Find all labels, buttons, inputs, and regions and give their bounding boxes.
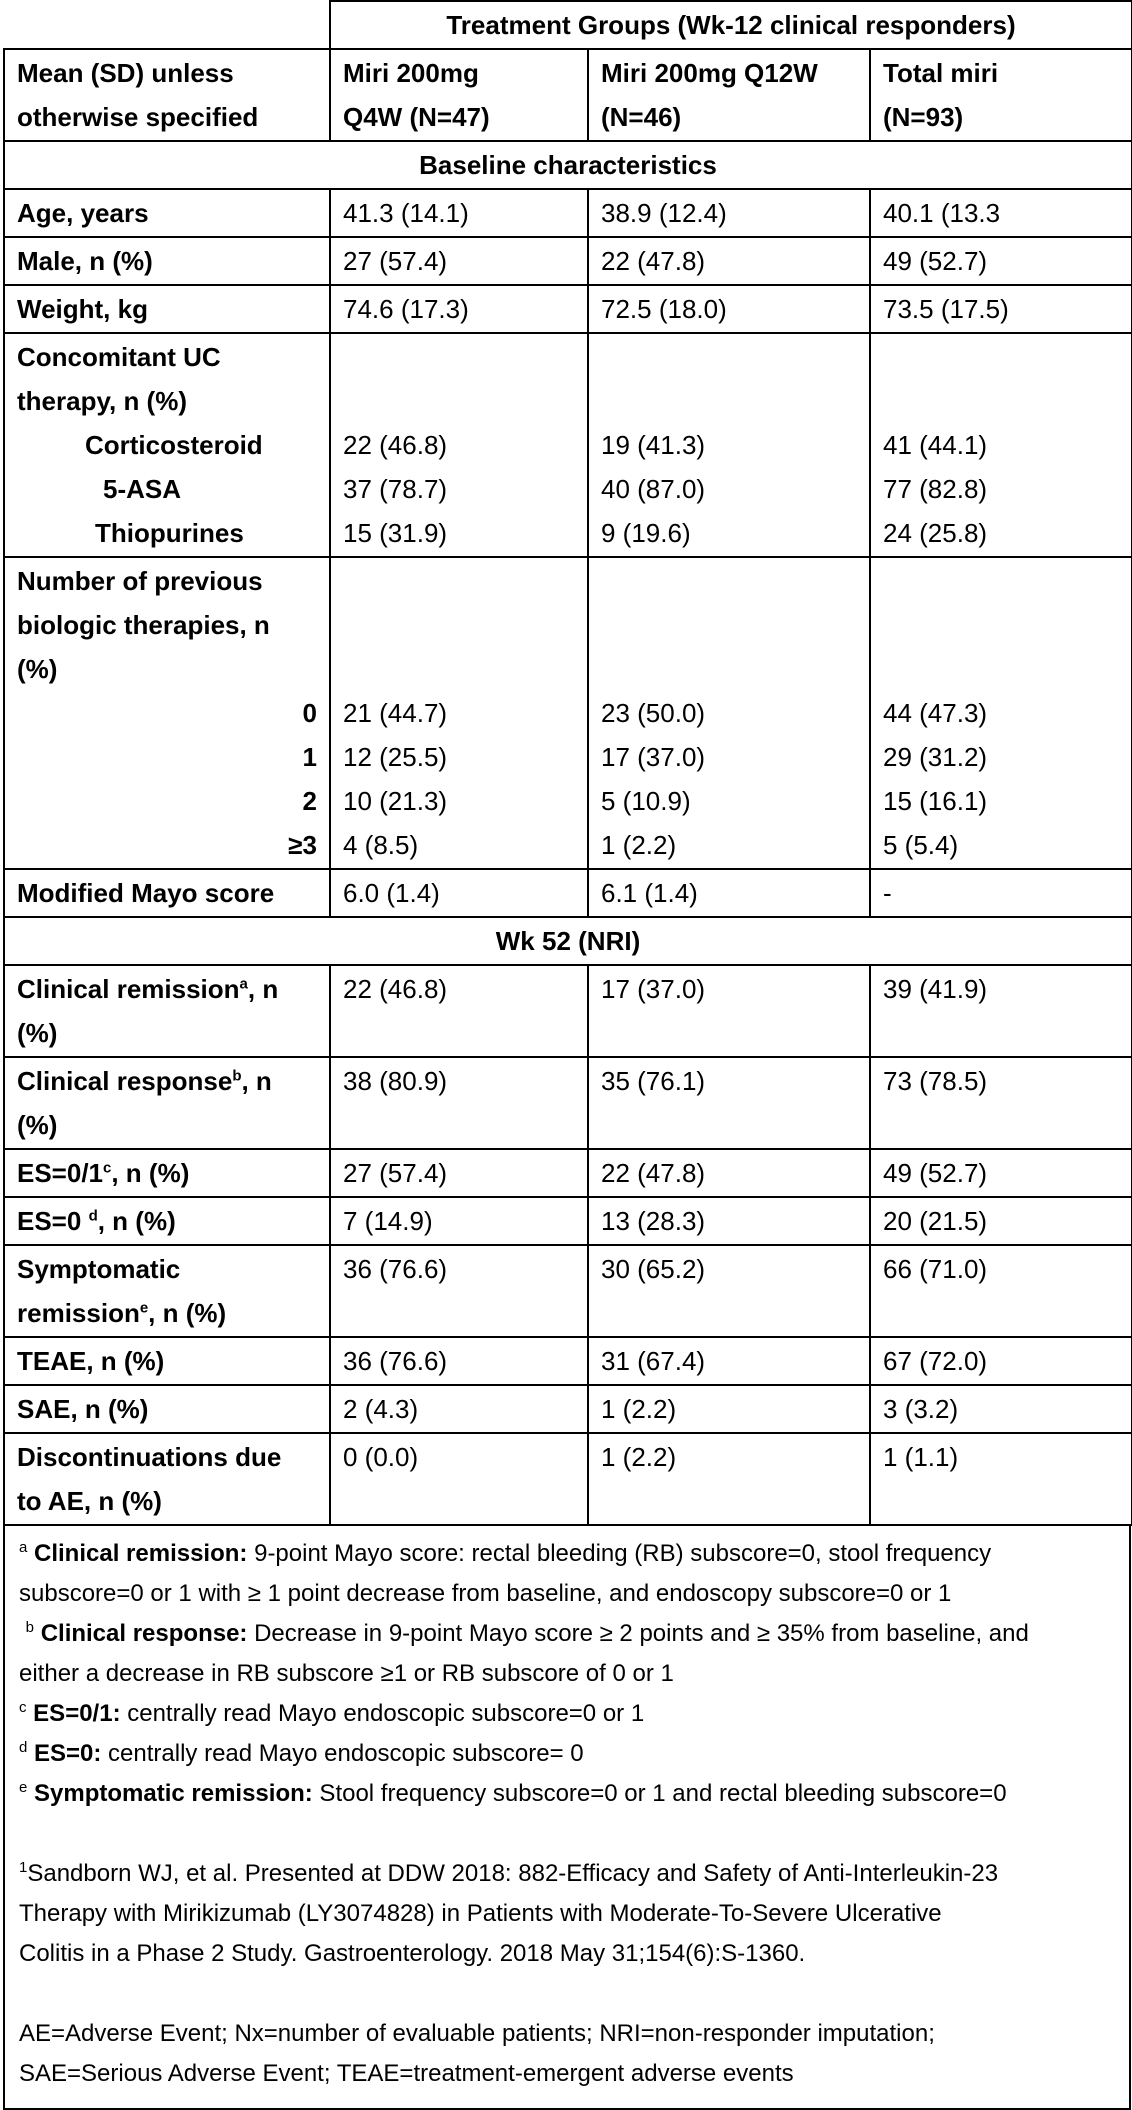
footnote-b: $^b$ Clinical response: Decrease in 9-point Mayo score ≥ 2 points and ≥ 35% from baseline, and either a decrease in RB subscore ≥1 or RB subscore of 0 or 1 (19, 1619, 1029, 1687)
cell-q12w: 13 (28.3) (588, 1197, 870, 1245)
section-title-baseline: Baseline characteristics (4, 141, 1132, 189)
results-table-document (3, 0, 1131, 2110)
row-label-concomitant: Concomitant UC therapy, n (%) Corticosteroid 5-ASA Thiopurines (4, 333, 330, 557)
table-row-clinical-remission (4, 965, 1132, 1057)
results-table (3, 0, 1132, 1526)
section-row-baseline (4, 141, 1132, 189)
table-row-weight (4, 285, 1132, 333)
row-label: Clinical remission$^a$, n (%) (4, 965, 330, 1057)
row-label: ES=0 $^d$, n (%) (4, 1197, 330, 1245)
header-col-q12w: Miri 200mg Q12W (N=46) (588, 49, 870, 141)
cell-q4w: 27 (57.4) (330, 237, 588, 285)
cell-q12w: 1 (2.2) (588, 1385, 870, 1433)
row-label: Weight, kg (4, 285, 330, 333)
cell-q4w: 6.0 (1.4) (330, 869, 588, 917)
cell-total: 3 (3.2) (870, 1385, 1132, 1433)
cell-q12w: 22 (47.8) (588, 1149, 870, 1197)
treatment-groups-title: Treatment Groups (Wk-12 clinical responders) (330, 1, 1132, 49)
cell-q12w: 6.1 (1.4) (588, 869, 870, 917)
table-row-age (4, 189, 1132, 237)
cell-total: 73 (78.5) (870, 1057, 1132, 1149)
cell-q4w: 36 (76.6) (330, 1245, 588, 1337)
table-row-teae (4, 1337, 1132, 1385)
row-label: TEAE, n (%) (4, 1337, 330, 1385)
cell-q12w: 17 (37.0) (588, 965, 870, 1057)
table-row-es01 (4, 1149, 1132, 1197)
cell-total: 49 (52.7) (870, 1149, 1132, 1197)
cell-q4w: 21 (44.7) 12 (25.5) 10 (21.3) 4 (8.5) (330, 557, 588, 869)
header-col-total: Total miri (N=93) (870, 49, 1132, 141)
cell-q12w: 19 (41.3) 40 (87.0) 9 (19.6) (588, 333, 870, 557)
abbreviations: AE=Adverse Event; Nx=number of evaluable patients; NRI=non-responder imputation; SAE=Serious Adverse Event; TEAE=treatment-emergent adverse events (19, 2020, 935, 2087)
row-label: Discontinuations due to AE, n (%) (4, 1433, 330, 1525)
row-label-biologic: Number of previous biologic therapies, n (%) 0 1 2 ≥3 (4, 557, 330, 869)
header-group-row (4, 1, 1132, 49)
cell-total: 41 (44.1) 77 (82.8) 24 (25.8) (870, 333, 1132, 557)
row-label: Symptomatic remission$^e$, n (%) (4, 1245, 330, 1337)
table-row-symptomatic-remission (4, 1245, 1132, 1337)
header-col-q4w: Miri 200mg Q4W (N=47) (330, 49, 588, 141)
cell-total: 39 (41.9) (870, 965, 1132, 1057)
section-row-wk52 (4, 917, 1132, 965)
header-empty-cell (4, 1, 330, 49)
cell-q12w: 22 (47.8) (588, 237, 870, 285)
cell-q4w: 27 (57.4) (330, 1149, 588, 1197)
cell-q12w: 23 (50.0) 17 (37.0) 5 (10.9) 1 (2.2) (588, 557, 870, 869)
footnotes (3, 1526, 1131, 2110)
table-row-clinical-response (4, 1057, 1132, 1149)
cell-q12w: 35 (76.1) (588, 1057, 870, 1149)
row-label: Modified Mayo score (4, 869, 330, 917)
cell-q12w: 38.9 (12.4) (588, 189, 870, 237)
cell-q4w: 0 (0.0) (330, 1433, 588, 1525)
cell-total: 73.5 (17.5) (870, 285, 1132, 333)
cell-q4w: 74.6 (17.3) (330, 285, 588, 333)
row-label: Male, n (%) (4, 237, 330, 285)
cell-total: 40.1 (13.3 (870, 189, 1132, 237)
cell-q12w: 30 (65.2) (588, 1245, 870, 1337)
footnote-c: $^c$ ES=0/1: centrally read Mayo endoscopic subscore=0 or 1 (19, 1699, 645, 1727)
cell-q4w: 7 (14.9) (330, 1197, 588, 1245)
row-label: Clinical response$^b$, n (%) (4, 1057, 330, 1149)
cell-q4w: 41.3 (14.1) (330, 189, 588, 237)
table-row-male (4, 237, 1132, 285)
cell-total: - (870, 869, 1132, 917)
cell-total: 1 (1.1) (870, 1433, 1132, 1525)
row-label: Age, years (4, 189, 330, 237)
table-row-es0 (4, 1197, 1132, 1245)
table-row-discontinuations (4, 1433, 1132, 1525)
header-columns-row (4, 49, 1132, 141)
section-title-wk52: Wk 52 (NRI) (4, 917, 1132, 965)
cell-q4w: 22 (46.8) 37 (78.7) 15 (31.9) (330, 333, 588, 557)
footnote-e: $^e$ Symptomatic remission: Stool frequency subscore=0 or 1 and rectal bleeding subscore=0 (19, 1779, 1007, 1807)
cell-q12w: 31 (67.4) (588, 1337, 870, 1385)
cell-total: 49 (52.7) (870, 237, 1132, 285)
footnote-a: $^a$ Clinical remission: 9-point Mayo score: rectal bleeding (RB) subscore=0, stool frequency subscore=0 or 1 with ≥ 1 point decrease from baseline, and endoscopy subscore=0 or 1 (19, 1539, 992, 1607)
cell-q4w: 38 (80.9) (330, 1057, 588, 1149)
cell-q4w: 36 (76.6) (330, 1337, 588, 1385)
cell-total: 20 (21.5) (870, 1197, 1132, 1245)
row-label: $ES=0/1^c$, n (%) (4, 1149, 330, 1197)
cell-total: 44 (47.3) 29 (31.2) 15 (16.1) 5 (5.4) (870, 557, 1132, 869)
table-row-biologic (4, 557, 1132, 869)
reference-citation: $^1$Sandborn WJ, et al. Presented at DDW 2018: 882-Efficacy and Safety of Anti-Interleukin-23 Therapy with Mirikizumab (LY3074828) in Patients with Moderate-To-Severe Ulcerative Colitis in a Phase 2 Study. Gastroenterology. 2018 May 31;154(6):S-1360. (19, 1859, 999, 1967)
cell-q12w: 72.5 (18.0) (588, 285, 870, 333)
table-row-concomitant (4, 333, 1132, 557)
table-row-mayo (4, 869, 1132, 917)
cell-q4w: 2 (4.3) (330, 1385, 588, 1433)
cell-total: 67 (72.0) (870, 1337, 1132, 1385)
header-col-measure: Mean (SD) unless otherwise specified (4, 49, 330, 141)
row-label: SAE, n (%) (4, 1385, 330, 1433)
table-row-sae (4, 1385, 1132, 1433)
cell-total: 66 (71.0) (870, 1245, 1132, 1337)
cell-q12w: 1 (2.2) (588, 1433, 870, 1525)
cell-q4w: 22 (46.8) (330, 965, 588, 1057)
footnote-d: $^d$ ES=0: centrally read Mayo endoscopic subscore= 0 (19, 1739, 584, 1767)
